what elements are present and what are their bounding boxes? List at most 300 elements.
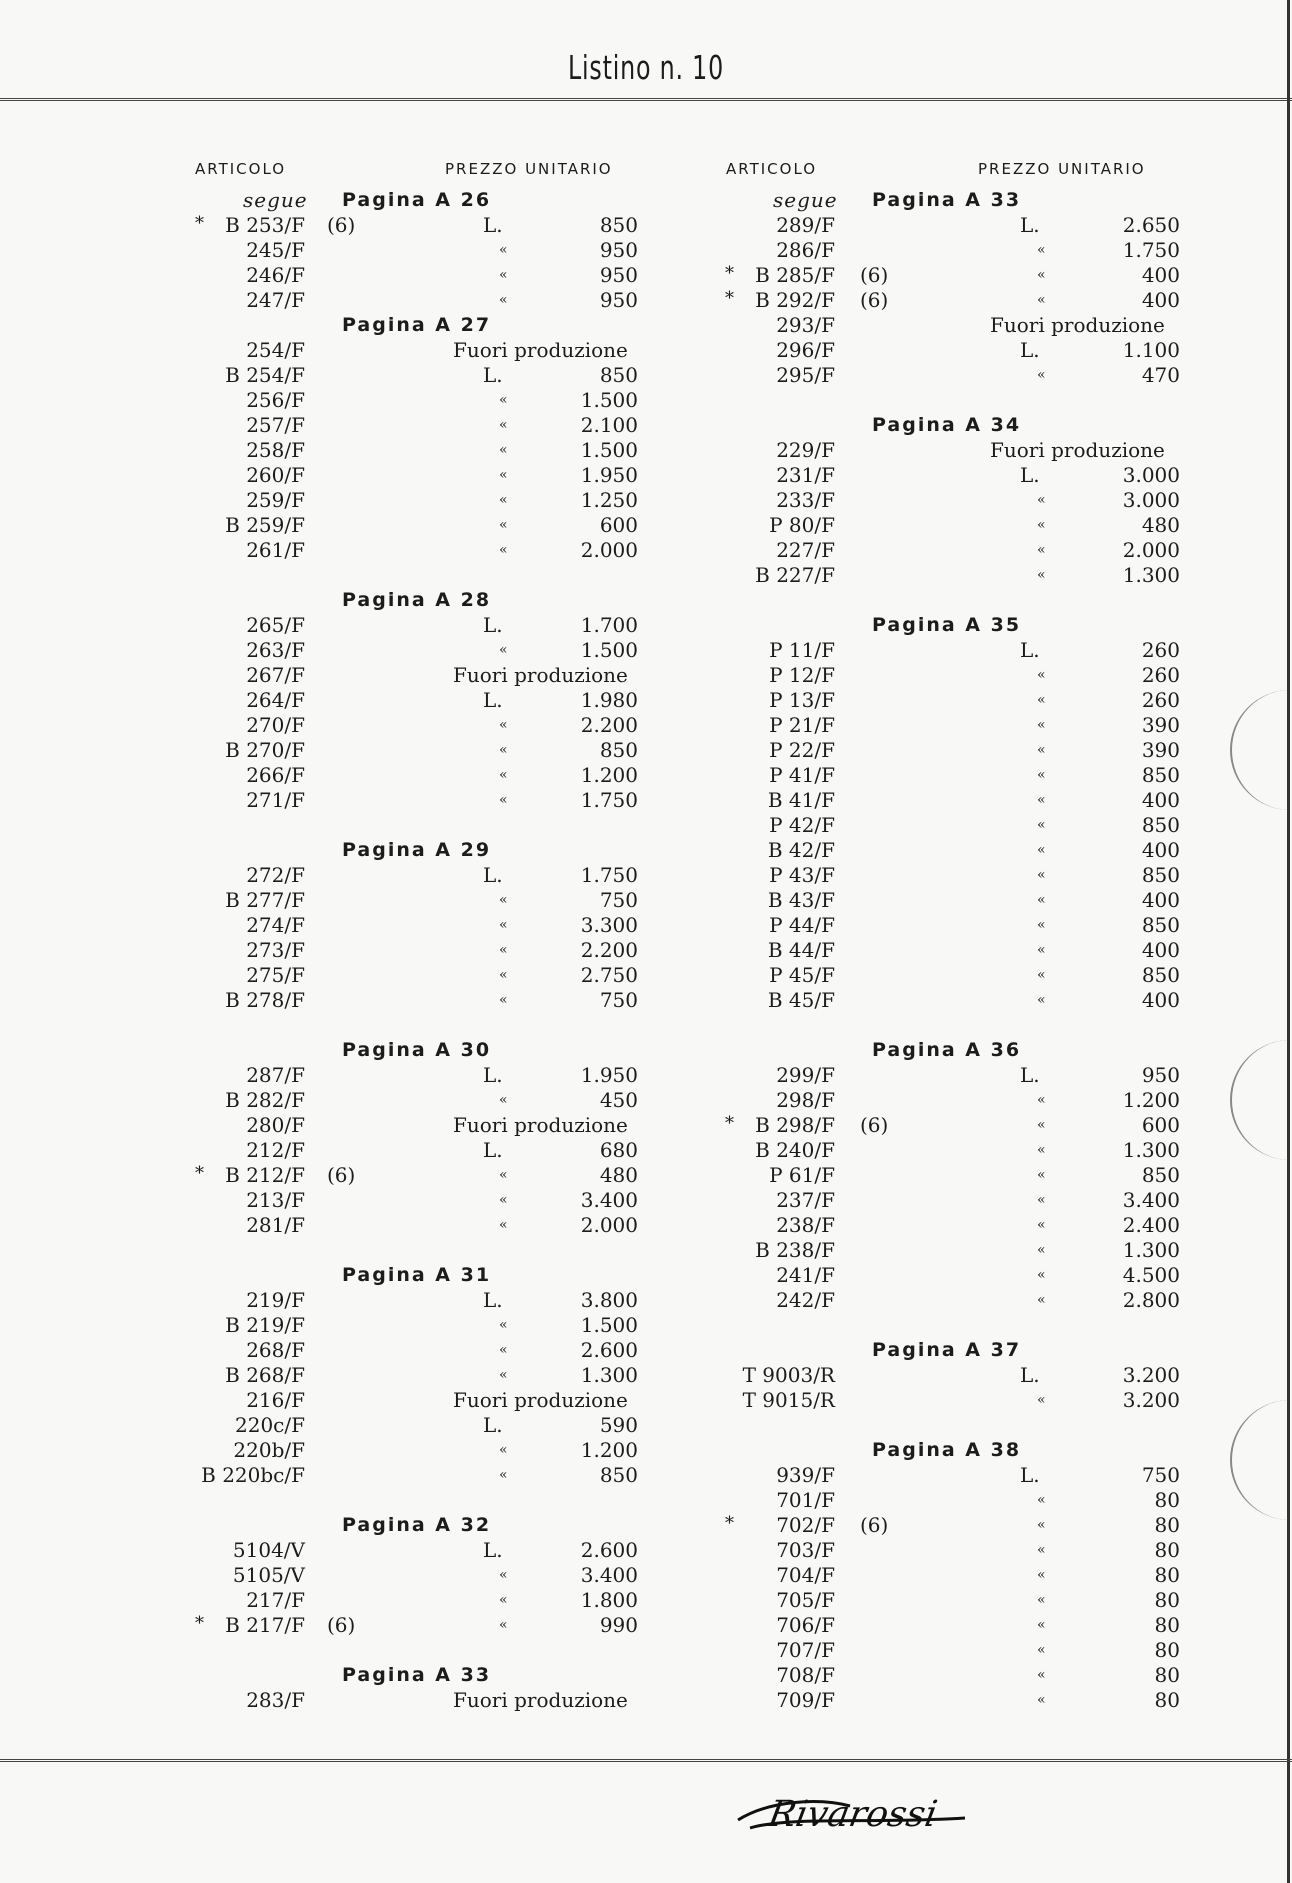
article-code: B 212/F [225, 1163, 305, 1187]
unit-price: 400 [1141, 288, 1180, 312]
unit-price: 1.300 [1122, 1238, 1180, 1262]
page-edge-notch [1230, 1400, 1292, 1520]
article-code: B 217/F [225, 1613, 305, 1637]
unit-price: 1.100 [1122, 338, 1180, 362]
unit-price: 3.000 [1122, 463, 1180, 487]
lire-symbol: L. [1020, 1363, 1040, 1387]
ditto-mark: « [1037, 542, 1046, 558]
price-row [195, 463, 665, 488]
page-section-label: Pagina A 32 [342, 1514, 492, 1536]
unit-price: 3.400 [580, 1563, 638, 1587]
price-row [195, 713, 665, 738]
article-code: 701/F [776, 1488, 835, 1512]
unit-price: 750 [599, 888, 638, 912]
article-code: 259/F [246, 488, 305, 512]
unit-price: 1.200 [580, 1438, 638, 1462]
article-code: 283/F [246, 1688, 305, 1712]
ditto-mark: « [1037, 1242, 1046, 1258]
price-row [725, 363, 1195, 388]
article-code: 709/F [776, 1688, 835, 1712]
price-row [725, 763, 1195, 788]
unit-price: 1.750 [1122, 238, 1180, 262]
unit-price: 80 [1154, 1613, 1180, 1637]
ditto-mark: « [499, 717, 508, 733]
ditto-mark: « [499, 967, 508, 983]
price-row [195, 1163, 665, 1188]
unit-price: 3.200 [1122, 1388, 1180, 1412]
price-row [725, 313, 1195, 338]
unit-price: 850 [1141, 1163, 1180, 1187]
unit-price: 480 [1141, 513, 1180, 537]
article-code: 5104/V [232, 1538, 305, 1562]
unit-price: 850 [1141, 863, 1180, 887]
lire-symbol: L. [483, 863, 503, 887]
article-code: 702/F [776, 1513, 835, 1537]
article-code: 293/F [776, 313, 835, 337]
price-row [725, 863, 1195, 888]
article-code: B 254/F [225, 363, 305, 387]
ditto-mark: « [1037, 742, 1046, 758]
article-code: B 282/F [225, 1088, 305, 1112]
ditto-mark: « [1037, 817, 1046, 833]
unit-price: 400 [1141, 838, 1180, 862]
price-row [195, 963, 665, 988]
unit-price: 1.800 [580, 1588, 638, 1612]
unit-price: 470 [1141, 363, 1180, 387]
col2-header-articolo: ARTICOLO [726, 160, 818, 178]
section-header [725, 1438, 1195, 1463]
ditto-mark: « [1037, 1517, 1046, 1533]
unit-price: 680 [599, 1138, 638, 1162]
ditto-mark: « [499, 292, 508, 308]
article-code: P 80/F [769, 513, 835, 537]
price-row [725, 1188, 1195, 1213]
unit-price: 2.400 [1122, 1213, 1180, 1237]
ditto-mark: « [499, 792, 508, 808]
ditto-mark: « [1037, 267, 1046, 283]
price-row [725, 738, 1195, 763]
price-row [725, 988, 1195, 1013]
article-code: 289/F [776, 213, 835, 237]
section-header [195, 1513, 665, 1538]
price-row [195, 663, 665, 688]
article-code: 280/F [246, 1113, 305, 1137]
article-code: 275/F [246, 963, 305, 987]
price-row [195, 488, 665, 513]
ditto-mark: « [1037, 942, 1046, 958]
price-row [725, 1388, 1195, 1413]
article-code: 254/F [246, 338, 305, 362]
price-row [195, 363, 665, 388]
ditto-mark: « [1037, 1592, 1046, 1608]
price-row [725, 238, 1195, 263]
price-row [725, 788, 1195, 813]
page-section-label: Pagina A 29 [342, 839, 492, 861]
unit-price: 2.000 [580, 1213, 638, 1237]
price-row [195, 413, 665, 438]
price-row [725, 1513, 1195, 1538]
ditto-mark: « [499, 1342, 508, 1358]
unit-price: 990 [599, 1613, 638, 1637]
article-code: B 268/F [225, 1363, 305, 1387]
article-code: B 240/F [755, 1138, 835, 1162]
unit-price: 600 [599, 513, 638, 537]
ditto-mark: « [499, 642, 508, 658]
price-row [725, 913, 1195, 938]
ditto-mark: « [1037, 1692, 1046, 1708]
unit-price: 1.200 [580, 763, 638, 787]
unit-price: 400 [1141, 263, 1180, 287]
footnote-ref: (6) [860, 1513, 889, 1537]
ditto-mark: « [1037, 492, 1046, 508]
unit-price: 850 [1141, 763, 1180, 787]
unit-price: 260 [1141, 663, 1180, 687]
spacer-row [725, 1013, 1195, 1038]
article-code: 296/F [776, 338, 835, 362]
price-row [725, 1688, 1195, 1713]
article-code: 261/F [246, 538, 305, 562]
ditto-mark: « [499, 417, 508, 433]
lire-symbol: L. [483, 1538, 503, 1562]
ditto-mark: « [1037, 1667, 1046, 1683]
page-section-label: Pagina A 31 [342, 1264, 492, 1286]
out-of-production-label: Fuori produzione [453, 1688, 628, 1712]
price-row [725, 938, 1195, 963]
article-code: B 219/F [225, 1313, 305, 1337]
price-row [195, 1188, 665, 1213]
unit-price: 1.950 [580, 1063, 638, 1087]
lire-symbol: L. [483, 1138, 503, 1162]
unit-price: 2.600 [580, 1538, 638, 1562]
unit-price: 1.950 [580, 463, 638, 487]
section-header [725, 188, 1195, 213]
lire-symbol: L. [483, 213, 503, 237]
col2-header-prezzo: PREZZO UNITARIO [978, 160, 1146, 178]
article-code: B 45/F [767, 988, 835, 1012]
price-row [195, 388, 665, 413]
article-code: 241/F [776, 1263, 835, 1287]
page-section-label: Pagina A 33 [342, 1664, 492, 1686]
lire-symbol: L. [1020, 1063, 1040, 1087]
unit-price: 260 [1141, 638, 1180, 662]
ditto-mark: « [1037, 692, 1046, 708]
ditto-mark: « [1037, 1567, 1046, 1583]
ditto-mark: « [499, 267, 508, 283]
lire-symbol: L. [1020, 338, 1040, 362]
unit-price: 2.800 [1122, 1288, 1180, 1312]
article-code: B 41/F [767, 788, 835, 812]
unit-price: 1.700 [580, 613, 638, 637]
article-code: 220c/F [235, 1413, 305, 1437]
page-section-label: Pagina A 34 [872, 414, 1022, 436]
ditto-mark: « [1037, 867, 1046, 883]
article-code: P 61/F [769, 1163, 835, 1187]
article-code: 246/F [246, 263, 305, 287]
ditto-mark: « [499, 1617, 508, 1633]
article-code: 5105/V [232, 1563, 305, 1587]
price-row [195, 913, 665, 938]
ditto-mark: « [1037, 1192, 1046, 1208]
unit-price: 850 [1141, 963, 1180, 987]
unit-price: 1.750 [580, 863, 638, 887]
price-list-column-left [195, 188, 665, 1713]
article-code: B 270/F [225, 738, 305, 762]
spacer-row [725, 588, 1195, 613]
unit-price: 1.750 [580, 788, 638, 812]
article-code: 707/F [776, 1638, 835, 1662]
price-row [195, 638, 665, 663]
unit-price: 850 [1141, 813, 1180, 837]
lire-symbol: L. [483, 1413, 503, 1437]
page-edge-notch [1230, 690, 1292, 810]
ditto-mark: « [1037, 917, 1046, 933]
ditto-mark: « [499, 1167, 508, 1183]
unit-price: 390 [1141, 713, 1180, 737]
logo-text: Rivarossi [765, 1792, 941, 1835]
article-code: B 277/F [225, 888, 305, 912]
section-header [195, 1663, 665, 1688]
page-section-label: Pagina A 30 [342, 1039, 492, 1061]
out-of-production-label: Fuori produzione [453, 1113, 628, 1137]
unit-price: 750 [599, 988, 638, 1012]
section-header [725, 1338, 1195, 1363]
unit-price: 80 [1154, 1688, 1180, 1712]
price-row [725, 1163, 1195, 1188]
price-row [195, 338, 665, 363]
article-code: 703/F [776, 1538, 835, 1562]
price-row [195, 613, 665, 638]
price-row [195, 1388, 665, 1413]
ditto-mark: « [499, 492, 508, 508]
ditto-mark: « [499, 467, 508, 483]
price-row [195, 1338, 665, 1363]
ditto-mark: « [499, 1092, 508, 1108]
ditto-mark: « [1037, 967, 1046, 983]
section-header [195, 188, 665, 213]
ditto-mark: « [1037, 717, 1046, 733]
ditto-mark: « [1037, 1392, 1046, 1408]
unit-price: 3.000 [1122, 488, 1180, 512]
article-code: 219/F [246, 1288, 305, 1312]
spacer-row [195, 1013, 665, 1038]
price-row [725, 1463, 1195, 1488]
ditto-mark: « [1037, 517, 1046, 533]
article-code: 705/F [776, 1588, 835, 1612]
unit-price: 80 [1154, 1488, 1180, 1512]
price-row [725, 663, 1195, 688]
price-row [195, 1213, 665, 1238]
unit-price: 1.980 [580, 688, 638, 712]
ditto-mark: « [499, 1467, 508, 1483]
article-code: 271/F [246, 788, 305, 812]
price-row [195, 1288, 665, 1313]
unit-price: 80 [1154, 1663, 1180, 1687]
star-marker: * [195, 1163, 204, 1184]
price-row [725, 513, 1195, 538]
unit-price: 390 [1141, 738, 1180, 762]
unit-price: 260 [1141, 688, 1180, 712]
lire-symbol: L. [483, 688, 503, 712]
price-row [725, 438, 1195, 463]
ditto-mark: « [1037, 842, 1046, 858]
ditto-mark: « [1037, 242, 1046, 258]
star-marker: * [195, 1613, 204, 1634]
ditto-mark: « [1037, 567, 1046, 583]
spacer-row [195, 1238, 665, 1263]
article-code: B 285/F [755, 263, 835, 287]
ditto-mark: « [499, 1192, 508, 1208]
unit-price: 480 [599, 1163, 638, 1187]
spacer-row [725, 388, 1195, 413]
section-header [725, 613, 1195, 638]
price-row [195, 288, 665, 313]
ditto-mark: « [1037, 792, 1046, 808]
unit-price: 3.800 [580, 1288, 638, 1312]
price-row [725, 888, 1195, 913]
price-row [195, 1088, 665, 1113]
price-row [195, 513, 665, 538]
page-section-label: Pagina A 33 [872, 189, 1022, 211]
article-code: 233/F [776, 488, 835, 512]
article-code: 264/F [246, 688, 305, 712]
unit-price: 600 [1141, 1113, 1180, 1137]
article-code: 298/F [776, 1088, 835, 1112]
article-code: 213/F [246, 1188, 305, 1212]
lire-symbol: L. [1020, 638, 1040, 662]
unit-price: 1.500 [580, 1313, 638, 1337]
ditto-mark: « [499, 742, 508, 758]
article-code: 939/F [776, 1463, 835, 1487]
lire-symbol: L. [1020, 213, 1040, 237]
ditto-mark: « [499, 392, 508, 408]
unit-price: 400 [1141, 938, 1180, 962]
unit-price: 2.200 [580, 938, 638, 962]
page-section-label: Pagina A 36 [872, 1039, 1022, 1061]
article-code: B 44/F [767, 938, 835, 962]
unit-price: 2.100 [580, 413, 638, 437]
footnote-ref: (6) [327, 213, 356, 237]
article-code: 273/F [246, 938, 305, 962]
price-row [195, 1588, 665, 1613]
unit-price: 1.500 [580, 438, 638, 462]
page-section-label: Pagina A 27 [342, 314, 492, 336]
page-section-label: Pagina A 38 [872, 1439, 1022, 1461]
article-code: 257/F [246, 413, 305, 437]
price-row [195, 888, 665, 913]
price-row [725, 1238, 1195, 1263]
price-row [725, 688, 1195, 713]
unit-price: 2.750 [580, 963, 638, 987]
ditto-mark: « [1037, 1217, 1046, 1233]
price-row [195, 238, 665, 263]
ditto-mark: « [499, 892, 508, 908]
article-code: T 9003/R [742, 1363, 835, 1387]
price-row [725, 1488, 1195, 1513]
out-of-production-label: Fuori produzione [990, 438, 1165, 462]
star-marker: * [725, 1513, 734, 1534]
article-code: B 253/F [225, 213, 305, 237]
ditto-mark: « [1037, 1267, 1046, 1283]
article-code: B 298/F [755, 1113, 835, 1137]
article-code: 237/F [776, 1188, 835, 1212]
ditto-mark: « [1037, 1092, 1046, 1108]
price-row [725, 1263, 1195, 1288]
article-code: 299/F [776, 1063, 835, 1087]
price-row [195, 1613, 665, 1638]
unit-price: 400 [1141, 988, 1180, 1012]
ditto-mark: « [1037, 767, 1046, 783]
unit-price: 1.500 [580, 638, 638, 662]
unit-price: 400 [1141, 888, 1180, 912]
footnote-ref: (6) [860, 263, 889, 287]
unit-price: 950 [599, 288, 638, 312]
price-row [195, 1113, 665, 1138]
article-code: P 45/F [769, 963, 835, 987]
price-row [725, 1138, 1195, 1163]
article-code: B 238/F [755, 1238, 835, 1262]
article-code: B 43/F [767, 888, 835, 912]
section-header [725, 413, 1195, 438]
unit-price: 80 [1154, 1638, 1180, 1662]
article-code: 267/F [246, 663, 305, 687]
ditto-mark: « [1037, 1617, 1046, 1633]
unit-price: 2.600 [580, 1338, 638, 1362]
unit-price: 1.300 [1122, 1138, 1180, 1162]
price-row [725, 1588, 1195, 1613]
out-of-production-label: Fuori produzione [990, 313, 1165, 337]
page-edge-notch [1230, 1040, 1292, 1160]
page-section-label: Pagina A 28 [342, 589, 492, 611]
unit-price: 850 [599, 363, 638, 387]
unit-price: 850 [1141, 913, 1180, 937]
article-code: 286/F [776, 238, 835, 262]
page-edge [1287, 0, 1290, 1883]
article-code: 216/F [246, 1388, 305, 1412]
unit-price: 3.200 [1122, 1363, 1180, 1387]
lire-symbol: L. [483, 363, 503, 387]
ditto-mark: « [499, 1592, 508, 1608]
unit-price: 80 [1154, 1513, 1180, 1537]
price-row [195, 1438, 665, 1463]
ditto-mark: « [499, 1317, 508, 1333]
lire-symbol: L. [483, 613, 503, 637]
price-row [195, 763, 665, 788]
price-row [195, 938, 665, 963]
article-code: 260/F [246, 463, 305, 487]
price-row [195, 688, 665, 713]
unit-price: 590 [599, 1413, 638, 1437]
price-row [725, 1113, 1195, 1138]
price-row [725, 213, 1195, 238]
article-code: B 278/F [225, 988, 305, 1012]
spacer-row [195, 1638, 665, 1663]
ditto-mark: « [499, 1442, 508, 1458]
ditto-mark: « [1037, 1117, 1046, 1133]
article-code: 295/F [776, 363, 835, 387]
page-section-label: Pagina A 35 [872, 614, 1022, 636]
ditto-mark: « [499, 442, 508, 458]
ditto-mark: « [1037, 1542, 1046, 1558]
star-marker: * [725, 288, 734, 309]
price-row [725, 463, 1195, 488]
ditto-mark: « [499, 517, 508, 533]
unit-price: 80 [1154, 1588, 1180, 1612]
price-row [195, 263, 665, 288]
ditto-mark: « [1037, 1642, 1046, 1658]
segue-label: segue [243, 188, 308, 212]
ditto-mark: « [499, 542, 508, 558]
ditto-mark: « [1037, 992, 1046, 1008]
